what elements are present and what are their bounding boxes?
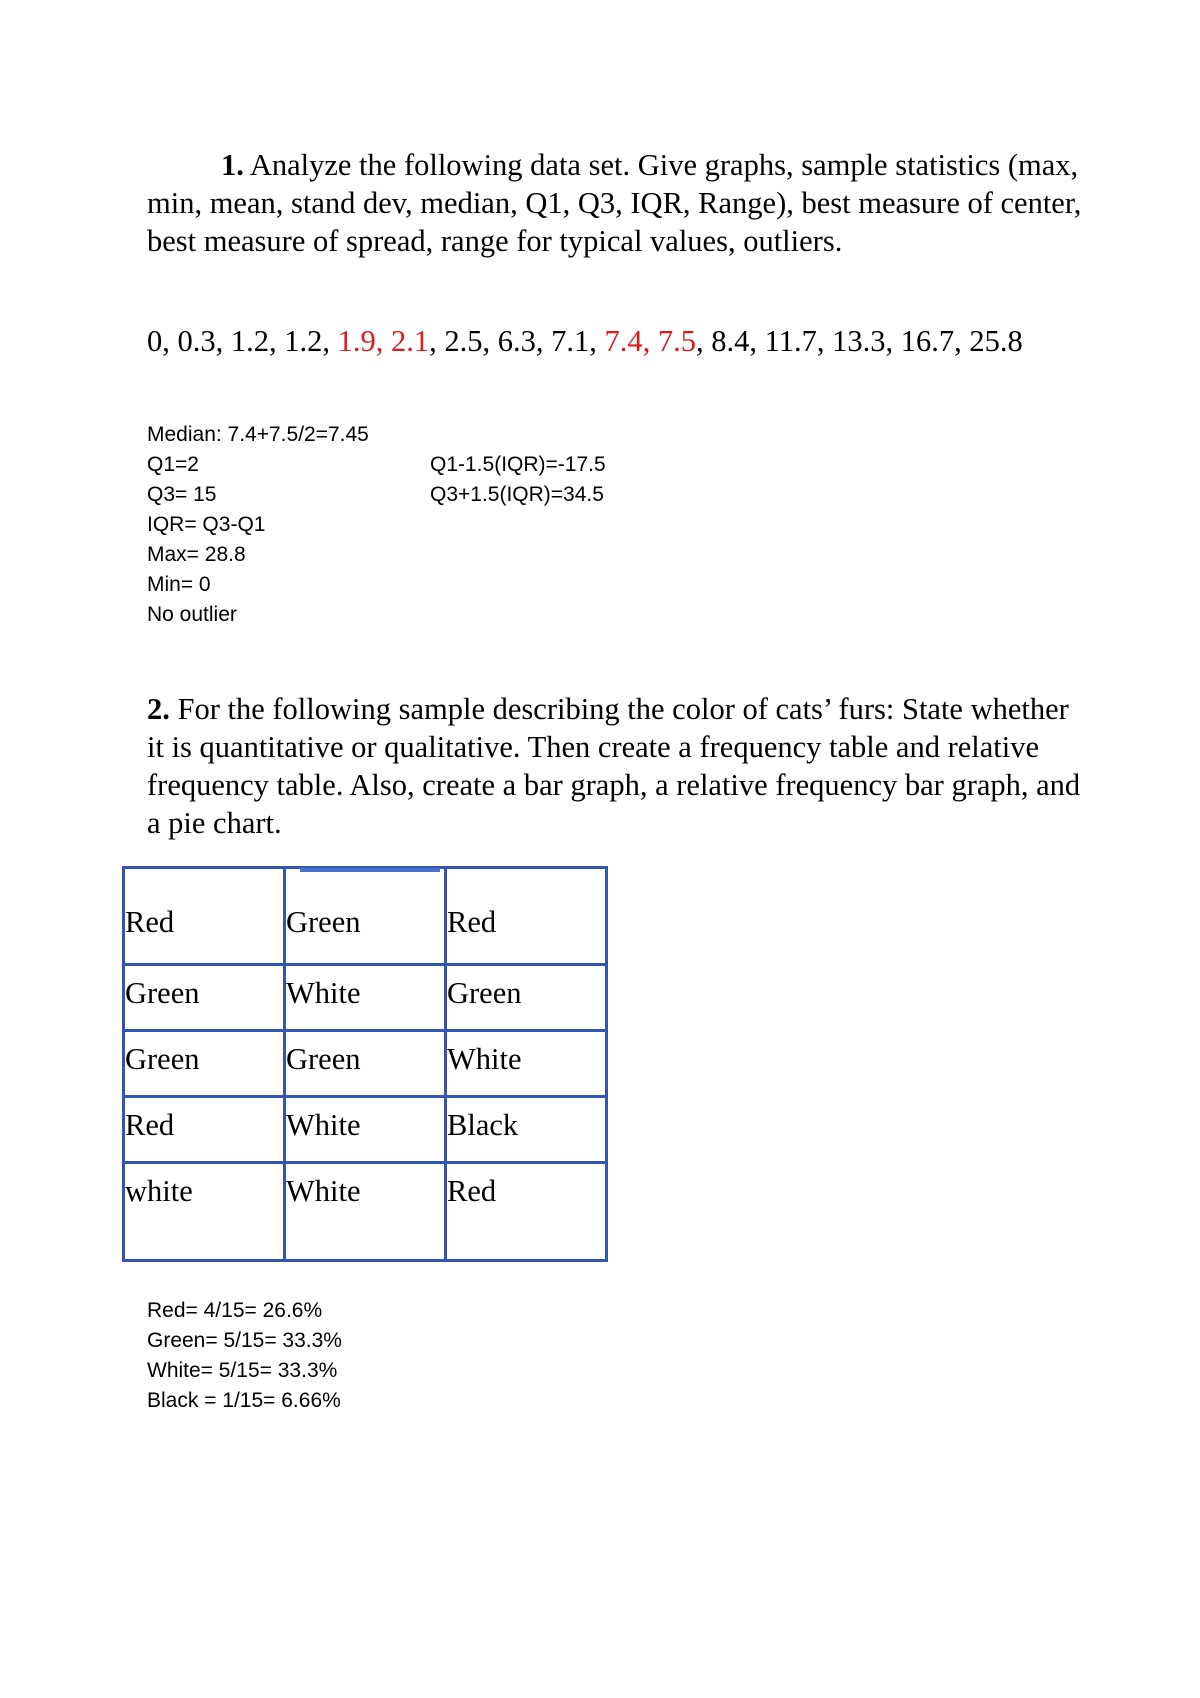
- table-row: [124, 965, 607, 1031]
- frequency-white: White= 5/15= 33.3%: [147, 1359, 338, 1382]
- stat-min: Min= 0: [147, 573, 211, 596]
- question-2-number: 2.: [147, 692, 170, 726]
- table-row: [124, 1031, 607, 1097]
- stat-upper-fence: Q3+1.5(IQR)=34.5: [430, 483, 604, 506]
- stat-iqr: IQR= Q3-Q1: [147, 513, 266, 536]
- table-cell: Black: [446, 1097, 607, 1163]
- question-1-number: 1.: [221, 148, 244, 182]
- table-cell: Green: [124, 1031, 285, 1097]
- table-cell: Red: [124, 868, 285, 965]
- table-cell: Green: [285, 1031, 446, 1097]
- data-segment: 0, 0.3, 1.2, 1.2,: [147, 324, 338, 358]
- relative-frequency-list: [147, 1296, 342, 1416]
- stat-lower-fence: Q1-1.5(IQR)=-17.5: [430, 453, 606, 476]
- table-cell: Red: [446, 1163, 607, 1261]
- fur-color-table: [122, 866, 608, 1262]
- table-cell: white: [124, 1163, 285, 1261]
- data-segment-highlighted: 7.4, 7.5: [604, 324, 696, 358]
- frequency-green: Green= 5/15= 33.3%: [147, 1329, 342, 1352]
- stats-left-column: [147, 420, 369, 630]
- frequency-red: Red= 4/15= 26.6%: [147, 1299, 323, 1322]
- table-row: [124, 1163, 607, 1261]
- table-cell: White: [285, 1163, 446, 1261]
- table-cell: White: [285, 965, 446, 1031]
- stat-q3: Q3= 15: [147, 483, 217, 506]
- data-segment-highlighted: 1.9, 2.1: [337, 324, 430, 358]
- stat-max: Max= 28.8: [147, 543, 246, 566]
- table-cell: Green: [446, 965, 607, 1031]
- question-2-text: For the following sample describing the color of cats’ furs: State whether it is quantitative or qualitative. Then create a frequency table and relative frequency table. Also, create a bar graph, a relative frequency bar graph, and a pie chart.: [147, 692, 1081, 840]
- table-cell: White: [285, 1097, 446, 1163]
- stat-median: Median: 7.4+7.5/2=7.45: [147, 423, 369, 446]
- data-segment: , 8.4, 11.7, 13.3, 16.7, 25.8: [696, 324, 1023, 358]
- question-1-prompt: [147, 146, 1087, 260]
- table-cell: Green: [285, 868, 446, 965]
- frequency-black: Black = 1/15= 6.66%: [147, 1389, 341, 1412]
- table-cell: Red: [446, 868, 607, 965]
- table-row: [124, 1097, 607, 1163]
- stat-outlier-note: No outlier: [147, 603, 237, 626]
- data-segment: , 2.5, 6.3, 7.1,: [429, 324, 605, 358]
- table-row: [124, 868, 607, 965]
- table-header-mark: [300, 868, 440, 872]
- question-2-prompt: [147, 690, 1087, 842]
- table-cell: Red: [124, 1097, 285, 1163]
- table-cell: Green: [124, 965, 285, 1031]
- data-set-line: [147, 322, 1087, 360]
- question-1-text: Analyze the following data set. Give graphs, sample statistics (max, min, mean, stand dev, median, Q1, Q3, IQR, Range), best measure of center, best measure of spread, range for typical values, outliers.: [147, 148, 1082, 258]
- table-cell: White: [446, 1031, 607, 1097]
- stats-right-column: [430, 450, 606, 510]
- stat-q1: Q1=2: [147, 453, 199, 476]
